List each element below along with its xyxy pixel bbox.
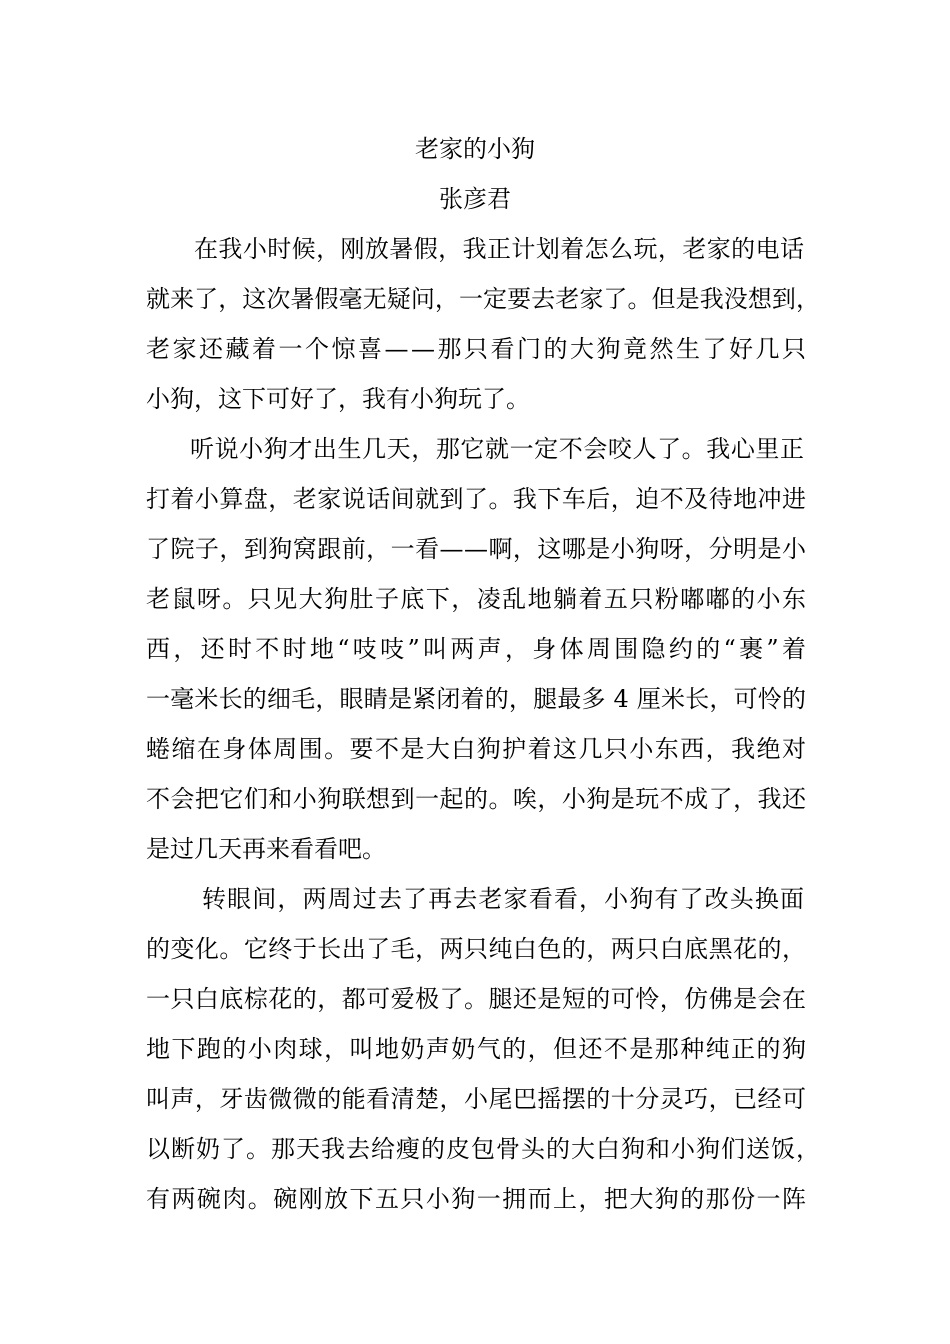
text-line: 蜷缩在身体周围。要不是大白狗护着这几只小东西，我绝对 — [146, 735, 808, 763]
text-line: 以断奶了。那天我去给瘦的皮包骨头的大白狗和小狗们送饭， — [146, 1135, 821, 1163]
text-line: 的变化。它终于长出了毛，两只纯白色的，两只白底黑花的， — [146, 935, 807, 963]
text-line: 地下跑的小肉球，叫地奶声奶气的，但还不是那种纯正的狗 — [146, 1035, 808, 1063]
text-line: 听说小狗才出生几天，那它就一定不会咬人了。我心里正 — [190, 435, 805, 463]
document-title: 老家的小狗 — [415, 135, 535, 163]
text-line: 叫声，牙齿微微的能看清楚，小尾巴摇摆的十分灵巧，已经可 — [146, 1085, 807, 1113]
text-line: 一毫米长的细毛，眼睛是紧闭着的，腿最多 4 厘米长，可怜的 — [146, 685, 807, 713]
text-line: 有两碗肉。碗刚放下五只小狗一拥而上，把大狗的那份一阵 — [146, 1185, 808, 1213]
text-line: 老鼠呀。只见大狗肚子底下，凌乱地躺着五只粉嘟嘟的小东 — [146, 585, 808, 613]
text-line: 老家还藏着一个惊喜——那只看门的大狗竟然生了好几只 — [146, 335, 809, 363]
text-line: 了院子，到狗窝跟前，一看——啊，这哪是小狗呀，分明是小 — [146, 535, 807, 563]
text-line: 西，还时不时地“吱吱”叫两声，身体周围隐约的“裹”着 — [146, 635, 810, 663]
text-line: 就来了，这次暑假毫无疑问，一定要去老家了。但是我没想到， — [146, 285, 821, 313]
text-line: 不会把它们和小狗联想到一起的。唉，小狗是玩不成了，我还 — [146, 785, 807, 813]
text-line: 打着小算盘，老家说话间就到了。我下车后，迫不及待地冲进 — [146, 485, 807, 513]
text-line: 一只白底棕花的，都可爱极了。腿还是短的可怜，仿佛是会在 — [146, 985, 807, 1013]
text-line: 是过几天再来看看吧。 — [146, 835, 386, 863]
text-line: 在我小时候，刚放暑假，我正计划着怎么玩，老家的电话 — [194, 235, 805, 263]
text-line: 小狗，这下可好了，我有小狗玩了。 — [146, 385, 530, 413]
text-line: 转眼间，两周过去了再去老家看看，小狗有了改头换面 — [202, 885, 806, 913]
document-author: 张彦君 — [439, 185, 511, 213]
